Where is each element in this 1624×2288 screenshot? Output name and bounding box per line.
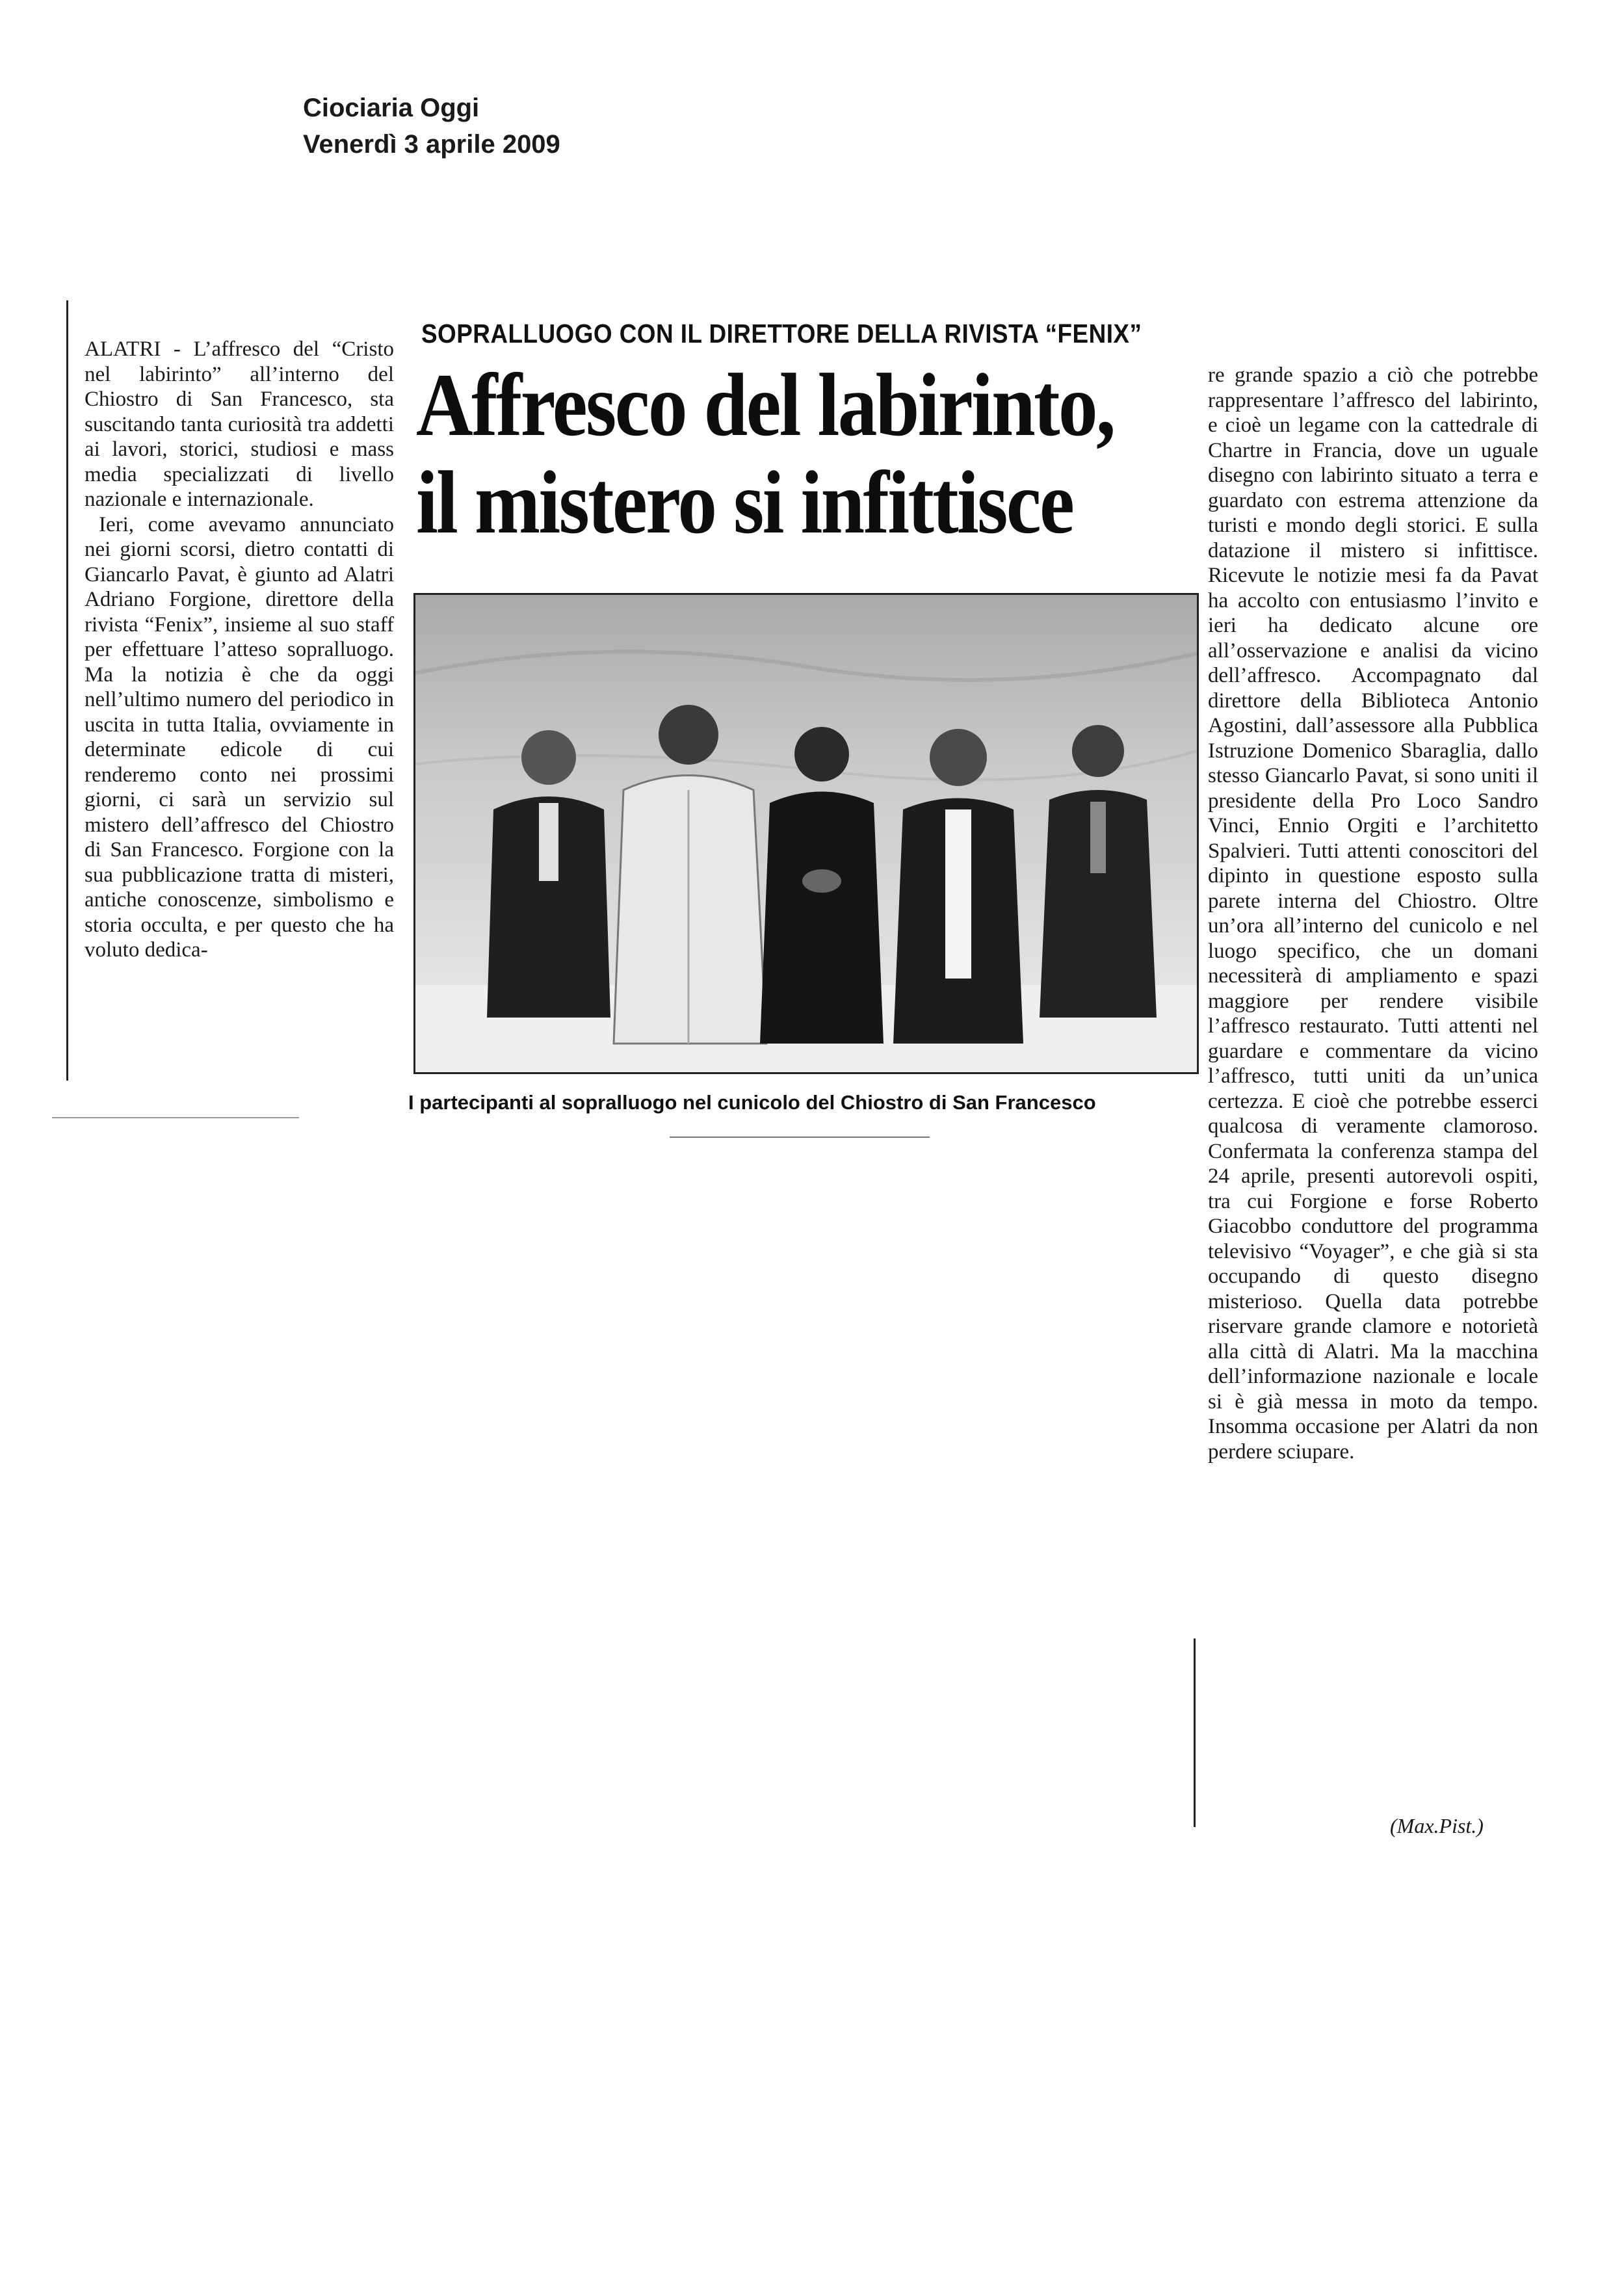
article-right-column [1208,363,1538,1464]
caption-bottom-rule [670,1137,930,1138]
left-paragraph-1: ALATRI - L’affresco del “Cristo nel labirinto” all’interno del Chiostro di San Francesco, sta suscitando tanta curiosità tra addetti ai lavori, storici, studiosi e mass media specializzati di livello nazionale e internazionale. [85,337,394,511]
left-column-bottom-rule [52,1117,299,1118]
left-paragraph-2: Ieri, come avevamo annunciato nei giorni scorsi, dietro contatti di Giancarlo Pavat, è giunto ad Alatri Adriano Forgione, direttore della rivista “Fenix”, insieme al suo staff per effettuare l’atteso sopralluogo. Ma la notizia è che da oggi nell’ultimo numero del periodico in uscita in tutta Italia, ovviamente in determinate edicole di cui renderemo conto nei prossimi giorni, ci sarà un servizio sul mistero dell’affresco del Chiostro di San Francesco. Forgione con la sua pubblicazione tratta di misteri, antiche conoscenze, simbolismo e storia occulta, e per questo che ha voluto dedica- [85,512,394,962]
article-kicker: SOPRALLUOGO CON IL DIRETTORE DELLA RIVISTA “FENIX” [421,319,1142,348]
right-column-rule [1194,1638,1196,1827]
right-paragraph-1: re grande spazio a ciò che potrebbe rappresentare l’affresco del labirinto, e cioè un legame con la cattedrale di Chartre in Francia, dove un uguale disegno con labirinto situato a terra e guardato con estrema attenzione da turisti e mondo degli storici. E sulla datazione il mistero si infittisce. Ricevute le notizie mesi fa da Pavat ha accolto con entusiasmo l’invito e ieri ha dedicato alcune ore all’osservazione e analisi da vicino dell’affresco. Accompagnato dal direttore della Biblioteca Antonio Agostini, dall’assessore alla Pubblica Istruzione Domenico Sbaraglia, dallo stesso Giancarlo Pavat, si sono uniti il presidente della Pro Loco Sandro Vinci, Ennio Orgiti e l’architetto Spalvieri. Tutti attenti conoscitori del dipinto in questione esposto sulla parete interna del Chiostro. Oltre un’ora all’interno del cunicolo e nel luogo specifico, che un domani necessiterà di ampliamento e spazi maggiore per rendere visibile l’affresco restaurato. Tutti attenti nel guardare e commentare da vicino l’affresco, tutti uniti da un’unica certezza. E cioè che potrebbe esserci qualcosa di veramente clamoroso. Confermata la conferenza stampa del 24 aprile, presenti autorevoli ospiti, tra cui Forgione e forse Roberto Giacobbo conduttore del programma televisivo “Voyager”, e che già si sta occupando di questo disegno misterioso. Quella data potrebbe riservare grande clamore e notorietà alla città di Alatri. Ma la macchina dell’informazione nazionale e locale si è già messa in moto da tempo. Insomma occasione per Alatri da non perdere sciupare. [1208,363,1538,1464]
masthead [303,90,560,163]
group-photo-illustration [415,595,1197,1072]
headline-line-1: Affresco del labirinto, [416,355,1114,454]
headline-line-2: il mistero si infittisce [416,453,1073,552]
author-signature: (Max.Pist.) [1390,1814,1484,1837]
article-headline [416,356,1125,551]
photo-caption: I partecipanti al sopralluogo nel cunicolo del Chiostro di San Francesco [408,1091,1096,1114]
newspaper-name: Ciociaria Oggi [303,94,480,122]
article-photo [413,593,1199,1074]
article-left-column [85,337,394,963]
issue-date: Venerdì 3 aprile 2009 [303,130,560,159]
left-column-rule [66,300,68,1081]
